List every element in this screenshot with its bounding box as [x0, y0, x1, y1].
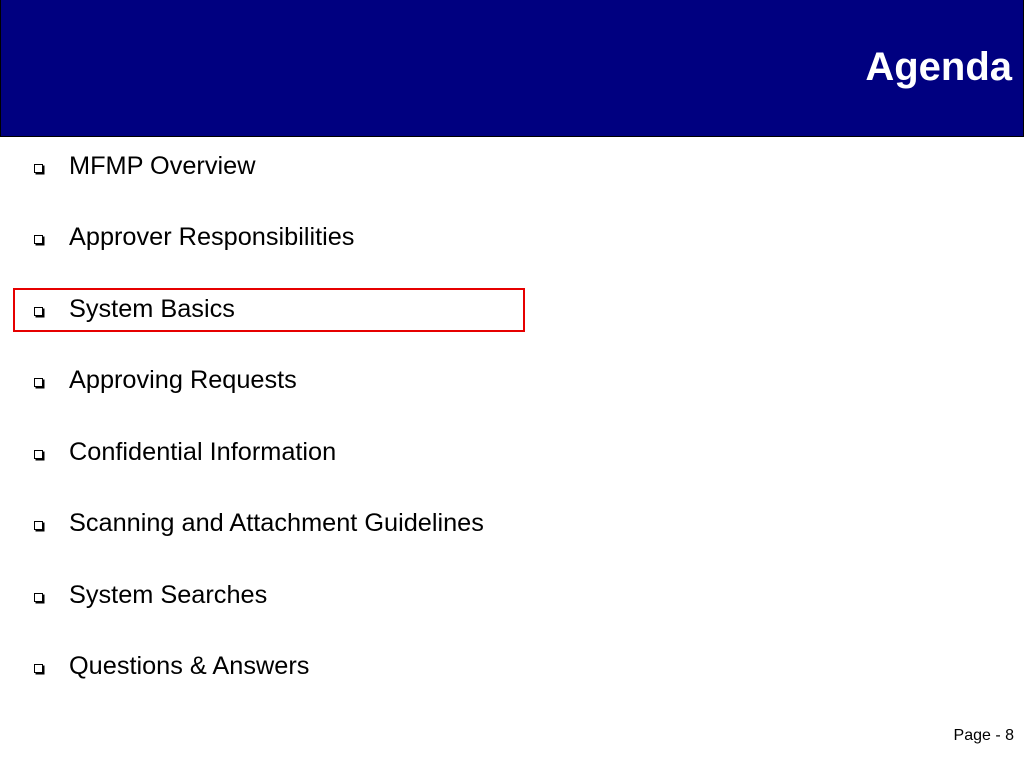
- agenda-item: [0, 151, 1024, 222]
- hollow-square-bullet-icon: [34, 235, 43, 244]
- agenda-item: [0, 437, 1024, 508]
- agenda-item-label: System Basics: [69, 294, 235, 323]
- agenda-item: [0, 508, 1024, 579]
- hollow-square-bullet-icon: [34, 521, 43, 530]
- header-bar: [0, 0, 1024, 137]
- agenda-item: [0, 651, 1024, 722]
- agenda-list: [0, 151, 1024, 722]
- agenda-item-label: Approving Requests: [69, 366, 297, 395]
- agenda-item: [0, 365, 1024, 436]
- agenda-item: [0, 580, 1024, 651]
- hollow-square-bullet-icon: [34, 664, 43, 673]
- agenda-item-label: Confidential Information: [69, 437, 337, 466]
- agenda-item-label: System Searches: [69, 580, 268, 609]
- slide-title: Agenda: [865, 45, 1012, 89]
- agenda-item-label: Scanning and Attachment Guidelines: [69, 509, 484, 538]
- hollow-square-bullet-icon: [34, 378, 43, 387]
- agenda-item-label: Questions & Answers: [69, 651, 310, 680]
- hollow-square-bullet-icon: [34, 450, 43, 459]
- agenda-item-label: MFMP Overview: [69, 152, 256, 180]
- hollow-square-bullet-icon: [34, 164, 43, 173]
- page-number: Page - 8: [953, 727, 1014, 744]
- agenda-item-label: Approver Responsibilities: [69, 223, 355, 252]
- hollow-square-bullet-icon: [34, 593, 43, 602]
- hollow-square-bullet-icon: [34, 307, 43, 316]
- agenda-item: [0, 294, 1024, 365]
- agenda-item: [0, 222, 1024, 293]
